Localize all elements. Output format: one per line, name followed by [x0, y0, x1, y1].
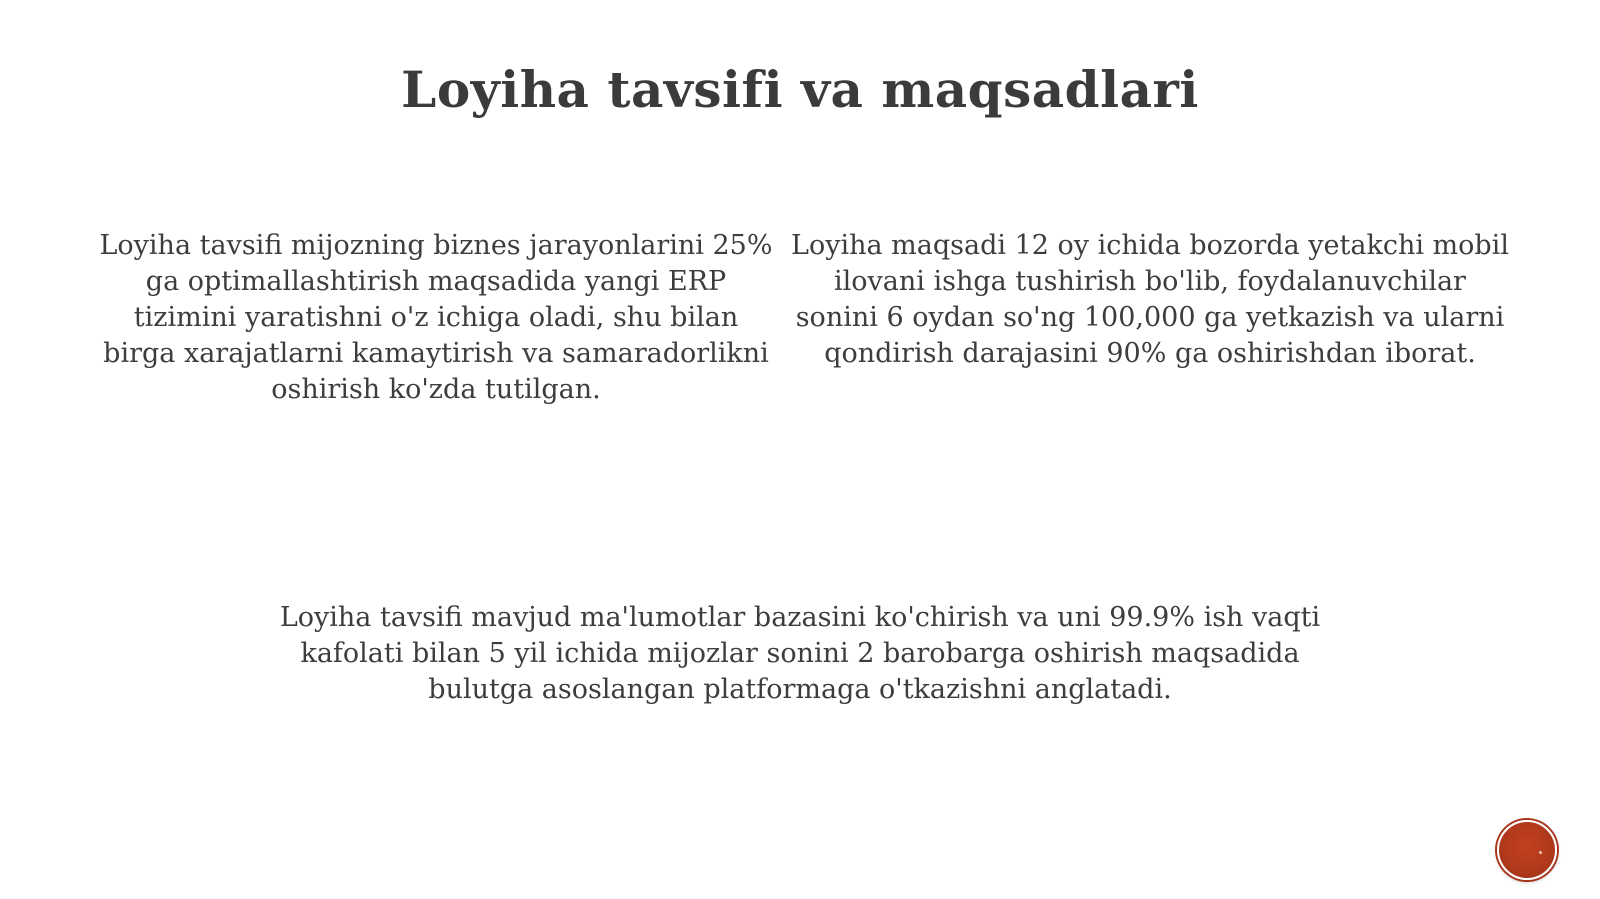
paragraph-mobile-app-goal: Loyiha maqsadi 12 oy ichida bozorda yetakchi mobil ilovani ishga tushirish bo'lib, foydalanuvchilar sonini 6 oydan so'ng 100,000 ga yetkazish va ularni qondirish darajasini 90% ga oshirishdan iborat. [791, 230, 1509, 369]
slide-title: Loyiha tavsifi va maqsadlari [401, 60, 1199, 119]
paragraph-erp-description: Loyiha tavsifi mijozning biznes jarayonlarini 25% ga optimallashtirish maqsadida yangi ERP tizimini yaratishni o'z ichiga oladi, shu bilan birga xarajatlarni kamaytirish va samaradorlikni oshirish ko'zda tutilgan. [99, 230, 773, 405]
paragraph-cloud-migration: Loyiha tavsifi mavjud ma'lumotlar bazasini ko'chirish va uni 99.9% ish vaqti kafolati bilan 5 yil ichida mijozlar sonini 2 barobarga oshirish maqsadida bulutga asoslangan platformaga o'tkazishni anglatadi. [279, 602, 1321, 705]
slide-nav-button[interactable] [1497, 820, 1557, 880]
circle-button-icon [1539, 851, 1542, 854]
